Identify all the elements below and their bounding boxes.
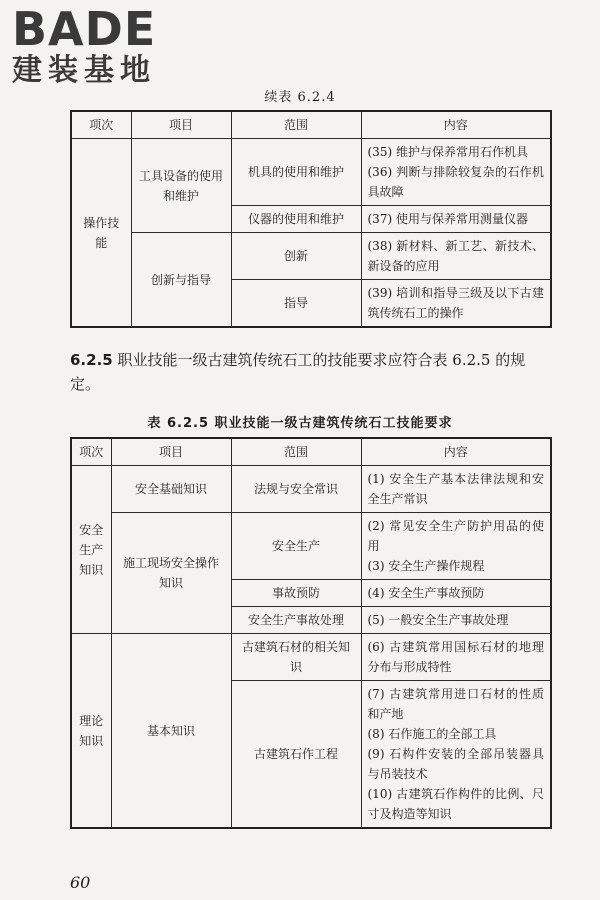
content-line: (4) 安全生产事故预防 xyxy=(367,586,485,600)
header-range: 范围 xyxy=(231,111,361,139)
range-cell: 机具的使用和维护 xyxy=(231,139,361,206)
item-cell: 安全基础知识 xyxy=(111,466,231,513)
item-cell: 创新与指导 xyxy=(131,233,231,328)
content-line: (3) 安全生产操作规程 xyxy=(367,559,485,573)
content-line: (5) 一般安全生产事故处理 xyxy=(367,613,509,627)
header-index: 项次 xyxy=(71,438,111,466)
range-cell: 仪器的使用和维护 xyxy=(231,206,361,233)
content-cell xyxy=(361,206,551,233)
content-line: (38) 新材料、新工艺、新技术、新设备的应用 xyxy=(367,239,544,273)
range-cell: 古建筑石作工程 xyxy=(231,681,361,829)
content-cell xyxy=(361,634,551,681)
continued-table-caption: 续表 6.2.4 xyxy=(264,90,336,105)
table-row xyxy=(71,139,551,206)
brand-logo xyxy=(12,2,157,88)
content-cell xyxy=(361,280,551,328)
header-range: 范围 xyxy=(231,438,361,466)
item-cell: 基本知识 xyxy=(111,634,231,829)
content-cell xyxy=(361,681,551,829)
header-item: 项目 xyxy=(131,111,231,139)
range-cell: 古建筑石材的相关知识 xyxy=(231,634,361,681)
table-row xyxy=(71,513,551,580)
content-line: (35) 维护与保养常用石作机具 xyxy=(367,145,528,159)
content-cell xyxy=(361,233,551,280)
table-header-row xyxy=(71,111,551,139)
range-cell: 创新 xyxy=(231,233,361,280)
header-index: 项次 xyxy=(71,111,131,139)
content-line: (36) 判断与排除较复杂的石作机具故障 xyxy=(367,165,544,199)
content-line: (39) 培训和指导三级及以下古建筑传统石工的操作 xyxy=(367,286,544,320)
table-title: 表 6.2.5 职业技能一级古建筑传统石工技能要求 xyxy=(147,416,453,431)
brand-wordmark: BADE xyxy=(12,2,157,56)
content-line: (37) 使用与保养常用测量仪器 xyxy=(367,212,528,226)
content-line: (8) 石作施工的全部工具 xyxy=(367,727,497,741)
table-625 xyxy=(70,437,552,829)
page-number: 60 xyxy=(70,873,91,892)
section-text: 职业技能一级古建筑传统石工的技能要求应符合表 6.2.5 的规定。 xyxy=(70,351,526,393)
brand-subtitle: 建装基地 xyxy=(12,53,156,88)
content-line: (6) 古建筑常用国标石材的地理分布与形成特性 xyxy=(367,640,544,674)
header-item: 项目 xyxy=(111,438,231,466)
content-line: (1) 安全生产基本法律法规和安全生产常识 xyxy=(367,472,544,506)
content-line: (9) 石构件安装的全部吊装器具与吊装技术 xyxy=(367,747,544,781)
content-cell xyxy=(361,607,551,634)
range-cell: 指导 xyxy=(231,280,361,328)
group-cell: 安全生产知识 xyxy=(71,466,111,634)
range-cell: 安全生产 xyxy=(231,513,361,580)
item-cell: 施工现场安全操作知识 xyxy=(111,513,231,634)
content-line: (2) 常见安全生产防护用品的使用 xyxy=(367,519,544,553)
content-cell xyxy=(361,466,551,513)
range-cell: 法规与安全常识 xyxy=(231,466,361,513)
range-cell: 事故预防 xyxy=(231,580,361,607)
section-paragraph xyxy=(70,348,550,396)
content-line: (7) 古建筑常用进口石材的性质和产地 xyxy=(367,687,544,721)
content-cell xyxy=(361,513,551,580)
content-cell xyxy=(361,580,551,607)
table-header-row xyxy=(71,438,551,466)
continued-table-624 xyxy=(70,110,552,328)
table-row xyxy=(71,466,551,513)
range-cell: 安全生产事故处理 xyxy=(231,607,361,634)
content-cell xyxy=(361,139,551,206)
table-row xyxy=(71,634,551,681)
content-line: (10) 古建筑石作构件的比例、尺寸及构造等知识 xyxy=(367,787,544,821)
table-row xyxy=(71,233,551,280)
group-cell: 操作技能 xyxy=(71,139,131,328)
item-cell: 工具设备的使用和维护 xyxy=(131,139,231,233)
header-content: 内容 xyxy=(361,438,551,466)
group-cell: 理论知识 xyxy=(71,634,111,829)
section-number: 6.2.5 xyxy=(70,351,113,369)
header-content: 内容 xyxy=(361,111,551,139)
